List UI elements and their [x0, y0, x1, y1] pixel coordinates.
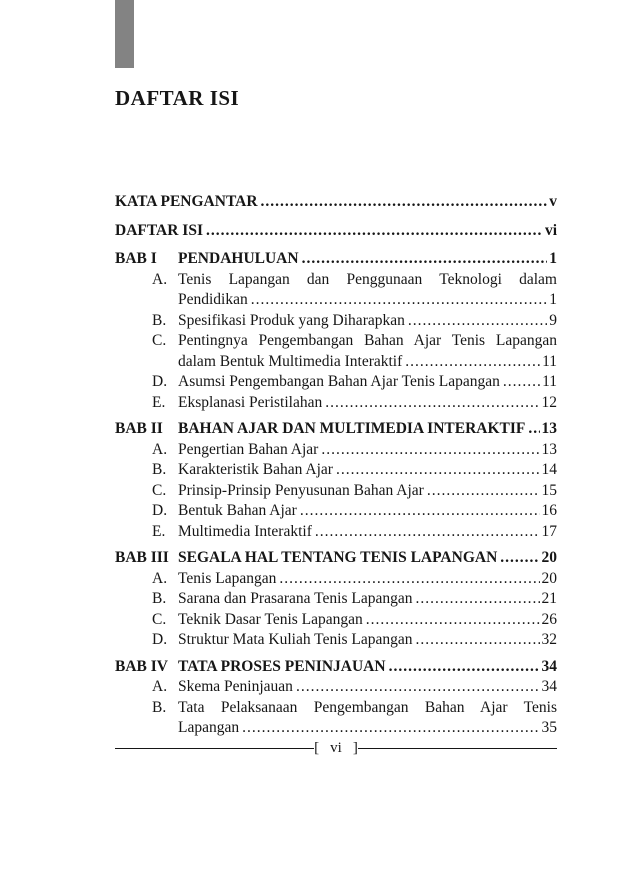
chapter-title: TATA PROSES PENINJAUAN	[178, 657, 386, 675]
item-letter: D.	[152, 502, 168, 519]
toc-page-number: 32	[541, 631, 557, 648]
item-letter: A.	[152, 270, 168, 288]
toc-entry-kata-pengantar	[115, 192, 557, 213]
table-of-contents	[115, 192, 557, 739]
dot-leader	[296, 677, 540, 698]
toc-page-number: 13	[541, 420, 557, 437]
toc-chapter-header	[115, 548, 557, 569]
item-letter: A.	[152, 569, 168, 587]
toc-page-number: 11	[542, 352, 557, 370]
chapter-title: PENDAHULUAN	[178, 250, 299, 267]
footer-rule-right	[358, 748, 557, 749]
chapter-number: BAB II	[115, 420, 163, 437]
item-text: Tenis Lapangan	[178, 569, 277, 587]
toc-page-number: 1	[549, 250, 557, 267]
toc-item	[115, 440, 557, 461]
toc-page-number: vi	[544, 221, 557, 239]
item-text: Struktur Mata Kuliah Tenis Lapangan	[178, 631, 413, 648]
item-letter: B.	[152, 698, 167, 716]
toc-chapter-header	[115, 419, 557, 440]
toc-chapter-bab-ii	[115, 419, 557, 542]
toc-page-number: 35	[541, 719, 557, 736]
toc-page-number: 34	[541, 657, 557, 675]
toc-page-number: 13	[541, 440, 557, 458]
dot-leader	[206, 221, 543, 242]
item-letter: C.	[152, 332, 167, 349]
item-text: Pengertian Bahan Ajar	[178, 440, 319, 458]
chapter-title: BAHAN AJAR DAN MULTIMEDIA INTERAKTIF	[178, 420, 526, 437]
page-title: DAFTAR ISI	[115, 86, 240, 110]
dot-leader	[279, 569, 539, 590]
toc-item	[115, 589, 557, 610]
toc-chapter-bab-iv	[115, 657, 557, 739]
item-text: Eksplanasi Peristilahan	[178, 393, 323, 411]
toc-chapter-header	[115, 249, 557, 270]
item-text: Asumsi Pengembangan Bahan Ajar Tenis Lapangan	[178, 373, 500, 390]
item-letter: D.	[152, 631, 168, 648]
item-letter: E.	[152, 522, 166, 540]
dot-leader	[251, 290, 548, 311]
item-letter: E.	[152, 393, 166, 411]
toc-page-number: 34	[541, 678, 557, 695]
dot-leader	[416, 630, 540, 651]
toc-item	[115, 270, 557, 311]
page-footer	[115, 740, 557, 757]
dot-leader	[336, 460, 540, 481]
dot-leader	[321, 440, 539, 461]
item-text: Karakteristik Bahan Ajar	[178, 461, 333, 478]
toc-entry-daftar-isi	[115, 221, 557, 242]
toc-page-number: 9	[549, 311, 557, 329]
dot-leader	[366, 610, 540, 631]
dot-leader	[528, 419, 539, 440]
dot-leader	[315, 522, 540, 543]
item-text: Multimedia Interaktif	[178, 522, 312, 540]
toc-item	[115, 698, 557, 739]
dot-leader	[500, 548, 539, 569]
item-text-line2: dalam Bentuk Multimedia Interaktif	[178, 352, 403, 370]
dot-leader	[415, 589, 539, 610]
toc-chapter-header	[115, 657, 557, 678]
item-letter: D.	[152, 373, 168, 390]
toc-page-number: 20	[541, 549, 557, 566]
toc-page-number: 15	[541, 481, 557, 499]
toc-page-number: 17	[541, 522, 557, 540]
item-text-line1: Tata Pelaksanaan Pengembangan Bahan Ajar Tenis	[178, 698, 557, 716]
footer-close-bracket: ]	[352, 740, 358, 756]
toc-item	[115, 677, 557, 698]
dot-leader	[325, 393, 539, 414]
item-text-line2: Lapangan	[178, 719, 240, 736]
toc-item	[115, 481, 557, 502]
toc-page-number: 12	[541, 393, 557, 411]
dot-leader	[405, 352, 540, 373]
dot-leader	[389, 657, 540, 678]
chapter-number: BAB IV	[115, 657, 168, 675]
dot-leader	[261, 192, 548, 213]
item-letter: B.	[152, 311, 167, 329]
toc-chapter-bab-iii	[115, 548, 557, 651]
toc-page-number: 21	[541, 590, 557, 607]
toc-item	[115, 331, 557, 372]
dot-leader	[300, 501, 540, 522]
toc-page-number: 16	[541, 502, 557, 519]
item-letter: B.	[152, 590, 167, 607]
item-text-line1: Pentingnya Pengembangan Bahan Ajar Tenis Lapangan	[178, 332, 557, 349]
item-letter: C.	[152, 610, 167, 628]
toc-entry-label: DAFTAR ISI	[115, 221, 203, 239]
toc-item	[115, 630, 557, 651]
toc-page-number: 11	[542, 373, 557, 390]
toc-entry-label: KATA PENGANTAR	[115, 193, 258, 210]
footer-rule-left	[115, 748, 314, 749]
item-letter: B.	[152, 461, 167, 478]
item-text: Bentuk Bahan Ajar	[178, 502, 297, 519]
toc-item	[115, 610, 557, 631]
item-text: Prinsip-Prinsip Penyusunan Bahan Ajar	[178, 481, 424, 499]
toc-item	[115, 460, 557, 481]
dot-leader	[242, 718, 539, 739]
toc-item	[115, 522, 557, 543]
toc-item	[115, 393, 557, 414]
item-text: Teknik Dasar Tenis Lapangan	[178, 610, 363, 628]
item-text: Skema Peninjauan	[178, 678, 293, 695]
gray-accent-bar	[115, 0, 134, 68]
toc-item	[115, 311, 557, 332]
chapter-number: BAB III	[115, 549, 169, 566]
toc-item	[115, 569, 557, 590]
item-letter: C.	[152, 481, 167, 499]
item-text-line2: Pendidikan	[178, 291, 248, 308]
item-text: Spesifikasi Produk yang Diharapkan	[178, 311, 405, 329]
toc-chapter-bab-i	[115, 249, 557, 413]
toc-page-number: 1	[549, 291, 557, 308]
chapter-title: SEGALA HAL TENTANG TENIS LAPANGAN	[178, 549, 498, 566]
item-text: Sarana dan Prasarana Tenis Lapangan	[178, 590, 413, 607]
toc-item	[115, 372, 557, 393]
dot-leader	[503, 372, 540, 393]
toc-page-number: 26	[541, 610, 557, 628]
toc-page-number: v	[549, 193, 557, 210]
toc-item	[115, 501, 557, 522]
footer-page-number: vi	[330, 740, 342, 756]
dot-leader	[408, 311, 547, 332]
item-letter: A.	[152, 678, 168, 695]
chapter-number: BAB I	[115, 250, 157, 267]
dot-leader	[427, 481, 540, 502]
footer-open-bracket: [	[314, 740, 320, 756]
item-letter: A.	[152, 440, 168, 458]
toc-page-number: 20	[541, 569, 557, 587]
toc-page-number: 14	[541, 461, 557, 478]
dot-leader	[302, 249, 548, 270]
item-text-line1: Tenis Lapangan dan Penggunaan Teknologi dalam	[178, 270, 557, 288]
